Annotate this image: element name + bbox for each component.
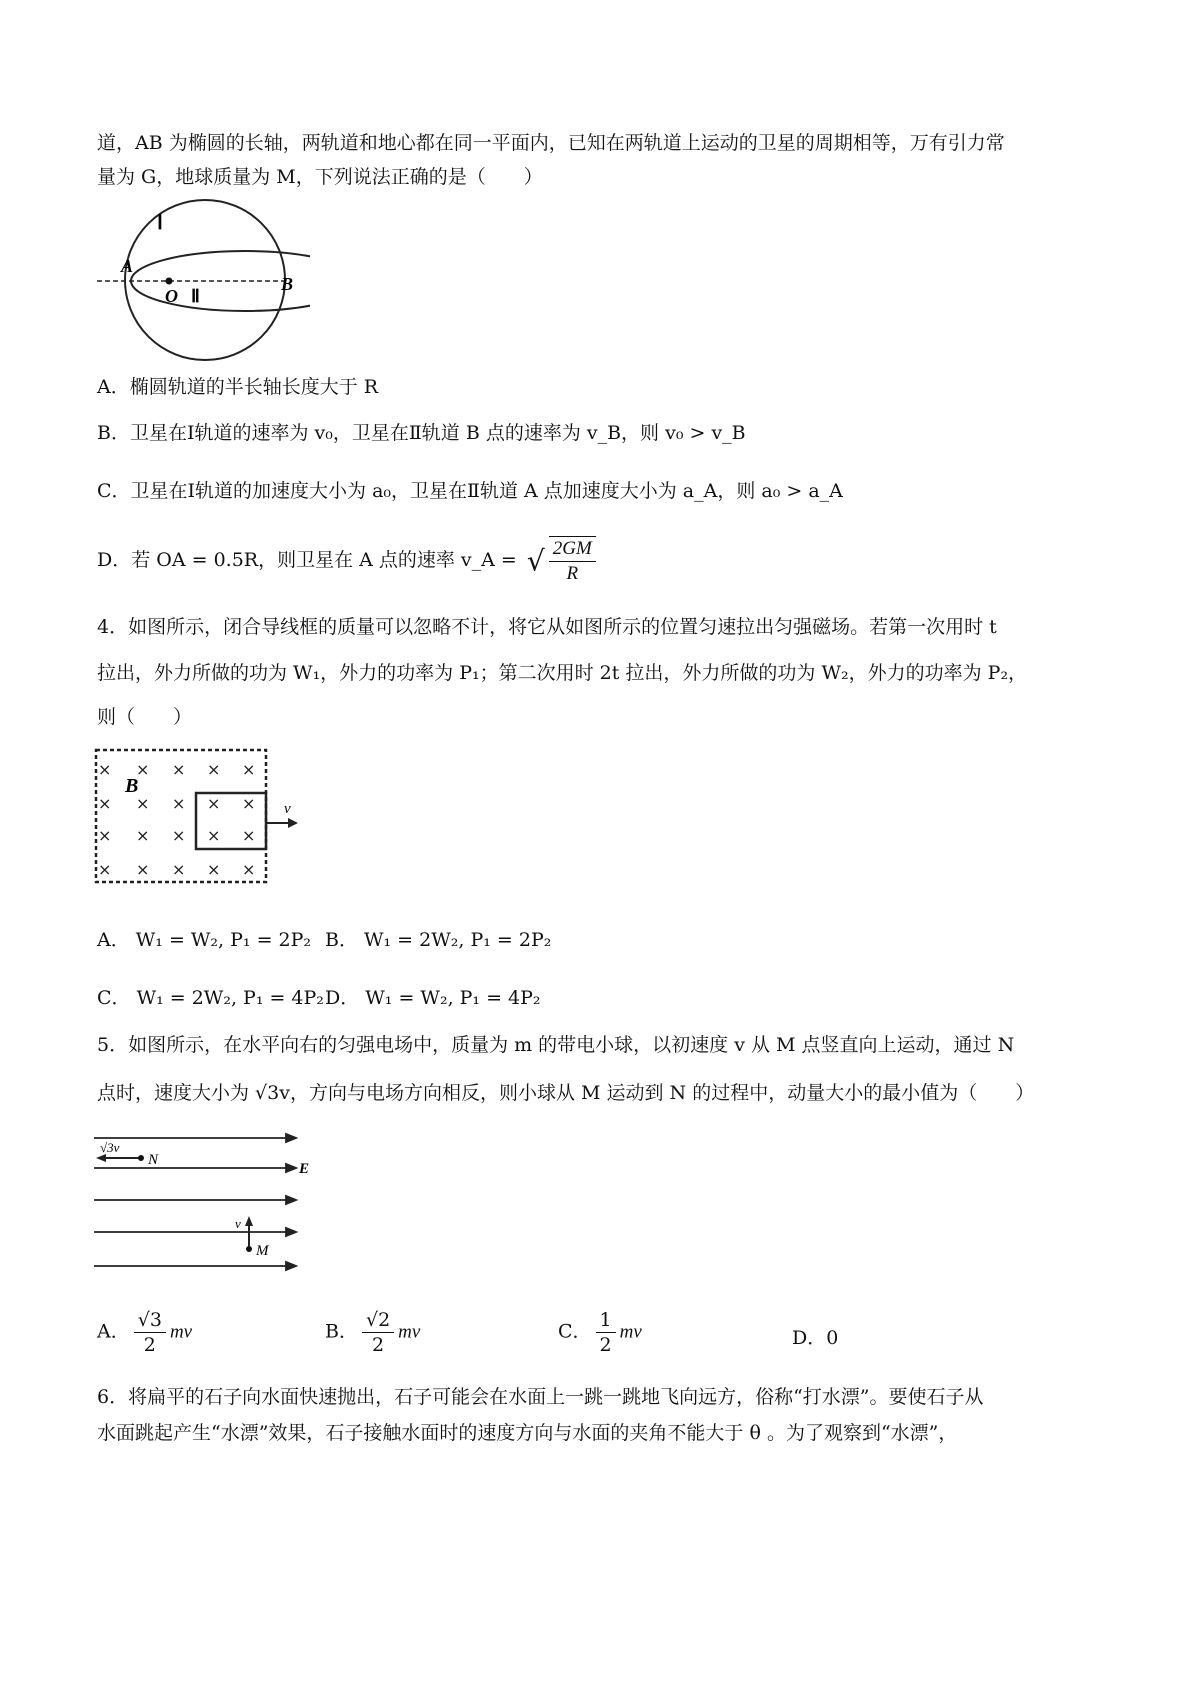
q3-text-line-2: 量为 G，地球质量为 M，下列说法正确的是（ ） (97, 166, 543, 188)
svg-text:×: × (207, 860, 221, 879)
label-A: A (121, 256, 134, 276)
svg-text:×: × (172, 794, 186, 813)
sqrt-fraction: √ $\frac{2GM}{R}$ (527, 536, 600, 586)
label-v-up: v (235, 1216, 241, 1231)
label-v: v (284, 801, 291, 817)
label-M: M (256, 1243, 269, 1259)
q4-text-line-2: 拉出，外力所做的功为 W₁，外力的功率为 P₁；第二次用时 2t 拉出，外力所做的功为 W₂，外力的功率为 P₂， (97, 662, 1028, 684)
q3-option-c: C．卫星在Ⅰ轨道的加速度大小为 a₀，卫星在Ⅱ轨道 A 点加速度大小为 a_A，则 a₀ > a_A (97, 480, 843, 502)
svg-text:×: × (136, 860, 150, 879)
q3-option-d-text: D．若 OA = 0.5R，则卫星在 A 点的速率 v_A = (97, 549, 517, 571)
q5-option-c: C． $\frac{1}{2}$ mv (558, 1309, 642, 1356)
q4-option-a: A． W₁ = W₂, P₁ = 2P₂ (97, 929, 312, 951)
svg-text:×: × (242, 794, 256, 813)
svg-text:×: × (207, 760, 221, 779)
q5-option-a: A． $\frac{√3}{2}$ mv (97, 1309, 193, 1356)
q3-d-denominator: R (566, 563, 579, 584)
q5-option-d: D．0 (792, 1327, 839, 1349)
label-B-field: B (125, 775, 139, 797)
sqrt3v-arrow (96, 1154, 106, 1162)
label-sqrt3v: √3v (100, 1140, 120, 1155)
q3-option-a: A．椭圆轨道的半长轴长度大于 R (97, 376, 379, 398)
q4-option-d: D． W₁ = W₂, P₁ = 4P₂ (325, 987, 541, 1009)
field-crosses (98, 760, 255, 879)
electric-field-diagram (92, 1128, 324, 1278)
q3-option-b: B．卫星在Ⅰ轨道的速率为 v₀，卫星在Ⅱ轨道 B 点的速率为 v_B，则 v₀ > v_B (97, 422, 746, 444)
q3-text-line-1: 道，AB 为椭圆的长轴，两轨道和地心都在同一平面内，已知在两轨道上运动的卫星的周期相等，万有引力常 (97, 132, 1005, 154)
q6-text-line-2: 水面跳起产生“水漂”效果，石子接触水面时的速度方向与水面的夹角不能大于 θ 。为了观察到“水漂”， (97, 1422, 958, 1444)
svg-text:×: × (98, 760, 112, 779)
svg-text:×: × (98, 794, 112, 813)
point-N (138, 1155, 144, 1161)
label-N: N (148, 1152, 159, 1168)
label-E: E (299, 1161, 310, 1177)
svg-text:×: × (207, 826, 221, 845)
svg-text:×: × (242, 860, 256, 879)
point-M (246, 1246, 252, 1252)
svg-text:×: × (136, 794, 150, 813)
svg-text:×: × (172, 826, 186, 845)
circular-orbit-I (125, 200, 285, 360)
svg-text:×: × (242, 760, 256, 779)
q3-d-numerator: 2GM (549, 537, 596, 562)
svg-text:×: × (136, 826, 150, 845)
q4-text-line-1: 4．如图所示，闭合导线框的质量可以忽略不计，将它从如图所示的位置匀速拉出匀强磁场。若第一次用时 t (97, 616, 997, 638)
svg-text:×: × (172, 860, 186, 879)
label-B: B (281, 274, 294, 294)
label-I: Ⅰ (157, 212, 163, 234)
earth-center-O (166, 278, 173, 285)
svg-text:×: × (207, 794, 221, 813)
orbit-diagram (95, 198, 310, 368)
q4-option-b: B． W₁ = 2W₂, P₁ = 2P₂ (325, 929, 552, 951)
q5-text-line-2: 点时，速度大小为 √3v，方向与电场方向相反，则小球从 M 运动到 N 的过程中，动量大小的最小值为（ ） (97, 1082, 1035, 1104)
q3-option-d (97, 536, 600, 586)
svg-text:×: × (98, 826, 112, 845)
velocity-arrow (288, 818, 298, 828)
q5-text-line-1: 5．如图所示，在水平向右的匀强电场中，质量为 m 的带电小球，以初速度 v 从 M 点竖直向上运动，通过 N (97, 1034, 1015, 1056)
q5-option-b: B． $\frac{√2}{2}$ mv (325, 1309, 421, 1356)
magnetic-field-diagram (92, 745, 307, 890)
svg-text:×: × (136, 760, 150, 779)
svg-text:×: × (242, 826, 256, 845)
label-II: Ⅱ (191, 286, 200, 306)
svg-text:×: × (98, 860, 112, 879)
v-arrow (245, 1216, 253, 1226)
label-O: O (165, 286, 178, 306)
q4-option-c: C． W₁ = 2W₂, P₁ = 4P₂ (97, 987, 324, 1009)
q4-text-line-3: 则（ ） (97, 706, 193, 728)
q6-text-line-1: 6．将扁平的石子向水面快速抛出，石子可能会在水面上一跳一跳地飞向远方，俗称“打水漂”。要使石子从 (97, 1386, 984, 1408)
svg-text:×: × (172, 760, 186, 779)
